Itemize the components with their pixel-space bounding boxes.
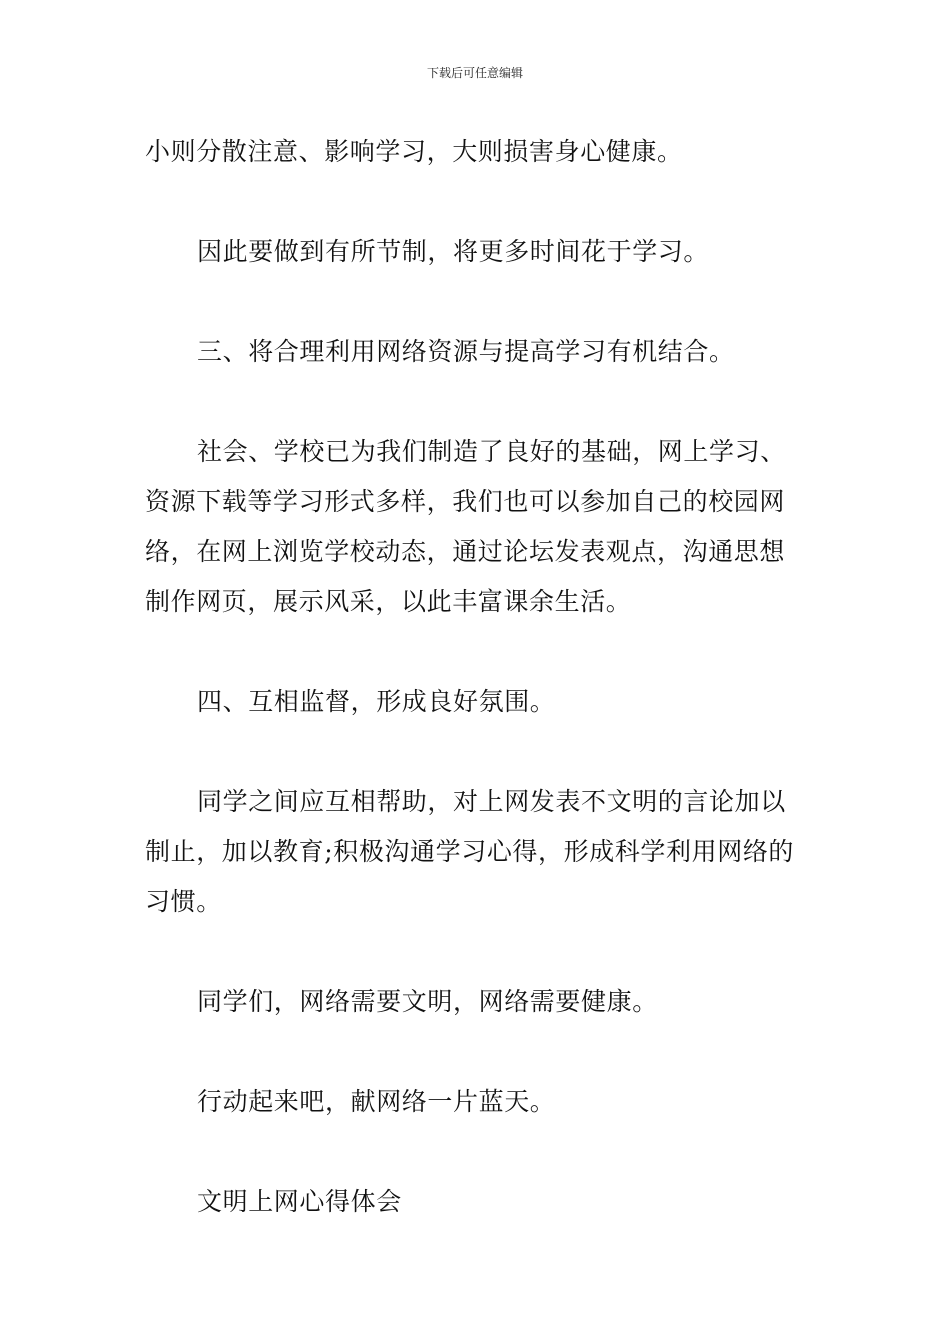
paragraph-8: 行动起来吧，献网络一片蓝天。: [197, 1087, 556, 1116]
paragraph-1: 小则分散注意、影响学习，大则损害身心健康。: [145, 137, 683, 166]
paragraph-4: 社会、学校已为我们制造了良好的基础，网上学习、资源下载等学习形式多样，我们也可以参加自己的校园网络，在网上浏览学校动态，通过论坛发表观点，沟通思想制作网页，展示风采，以此丰富课余生活。: [145, 437, 786, 616]
paragraph-2: 因此要做到有所节制，将更多时间花于学习。: [197, 237, 710, 266]
paragraph-7: 同学们，网络需要文明，网络需要健康。: [197, 987, 658, 1016]
document-body: [145, 127, 809, 1227]
paragraph-6: 同学之间应互相帮助，对上网发表不文明的言论加以制止，加以教育;积极沟通学习心得，形成科学利用网络的习惯。: [145, 787, 795, 916]
document-title: 文明上网心得体会: [197, 1187, 402, 1216]
page-header: 下载后可任意编辑: [426, 66, 523, 80]
section-heading-4: 四、互相监督，形成良好氛围。: [197, 687, 556, 716]
section-heading-3: 三、将合理利用网络资源与提高学习有机结合。: [197, 337, 735, 366]
